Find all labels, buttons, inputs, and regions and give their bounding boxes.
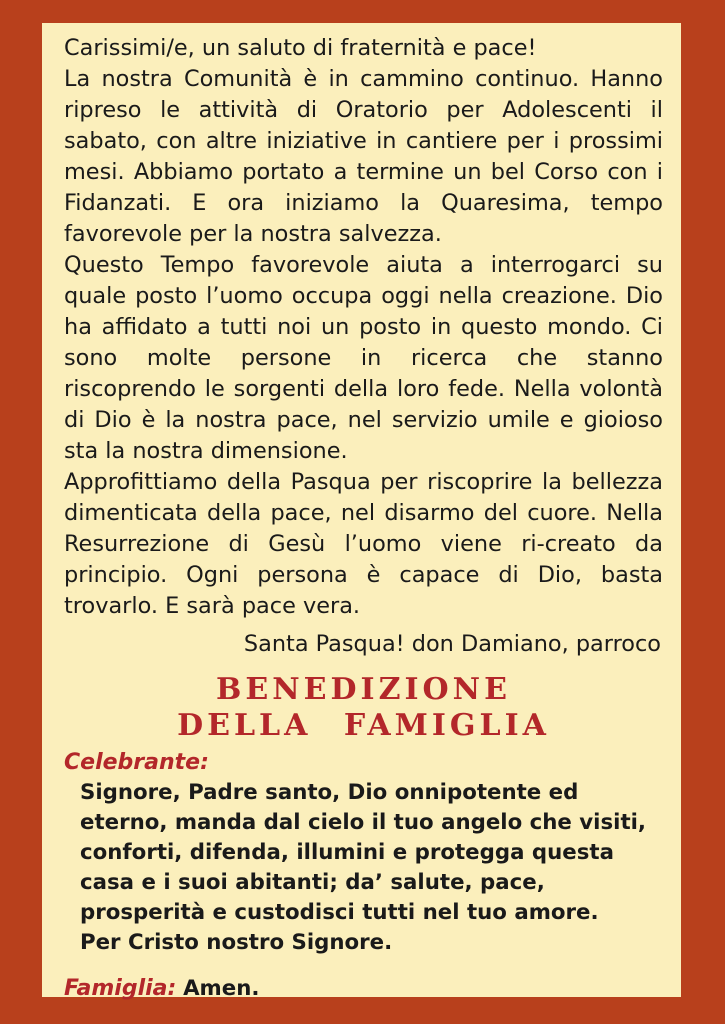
celebrant-role bbox=[64, 748, 663, 778]
blessing-title-line: BENEDIZIONE bbox=[216, 672, 511, 707]
celebrant-label: Celebrante: bbox=[64, 750, 209, 775]
blessing-prayer: Signore, Padre santo, Dio onnipotente ed eterno, manda dal cielo il tuo angelo che visiti, conforti, difenda, illumini e protegga questa casa e i suoi abitanti; da’ salute, pace, prosperità e custodisci tutti nel tuo amore. bbox=[80, 780, 647, 925]
letter-paragraph: Questo Tempo favorevole aiuta a interrogarci su quale posto l’uomo occupa oggi nella creazione. Dio ha affidato a tutti noi un posto in questo mondo. Ci sono molte persone in ricerca che stanno riscoprendo le sorgenti della loro fede. Nella volontà di Dio è la nostra pace, nel servizio umile e gioioso sta la nostra dimensione. bbox=[64, 252, 663, 464]
letter-signature: Santa Pasqua! don Damiano, parroco bbox=[243, 631, 661, 657]
family-response bbox=[64, 974, 663, 1004]
prayer-closing: Per Cristo nostro Signore. bbox=[80, 930, 393, 955]
family-response-text: Amen. bbox=[183, 976, 260, 1001]
letter-paragraph: Approfittiamo della Pasqua per riscoprire la bellezza dimenticata della pace, nel disarmo del cuore. Nella Resurrezione di Gesù l’uomo viene ri-creato da principio. Ogni persona è capace di Dio, basta trovarlo. E sarà pace vera. bbox=[64, 469, 663, 619]
letter-paragraph: La nostra Comunità è in cammino continuo. Hanno ripreso le attività di Oratorio per Adolescenti il sabato, con altre iniziative in cantiere per i prossimi mesi. Abbiamo portato a termine un bel Corso con i Fidanzati. E ora iniziamo la Quaresima, tempo favorevole per la nostra salvezza. bbox=[64, 66, 663, 247]
blessing-title-line: DELLA FAMIGLIA bbox=[177, 708, 550, 743]
blessing-title bbox=[64, 672, 663, 744]
pastor-letter bbox=[64, 33, 663, 660]
leaflet-page bbox=[42, 23, 681, 1001]
family-label: Famiglia: bbox=[64, 976, 177, 1001]
letter-greeting: Carissimi/e, un saluto di fraternità e pace! bbox=[64, 35, 537, 61]
